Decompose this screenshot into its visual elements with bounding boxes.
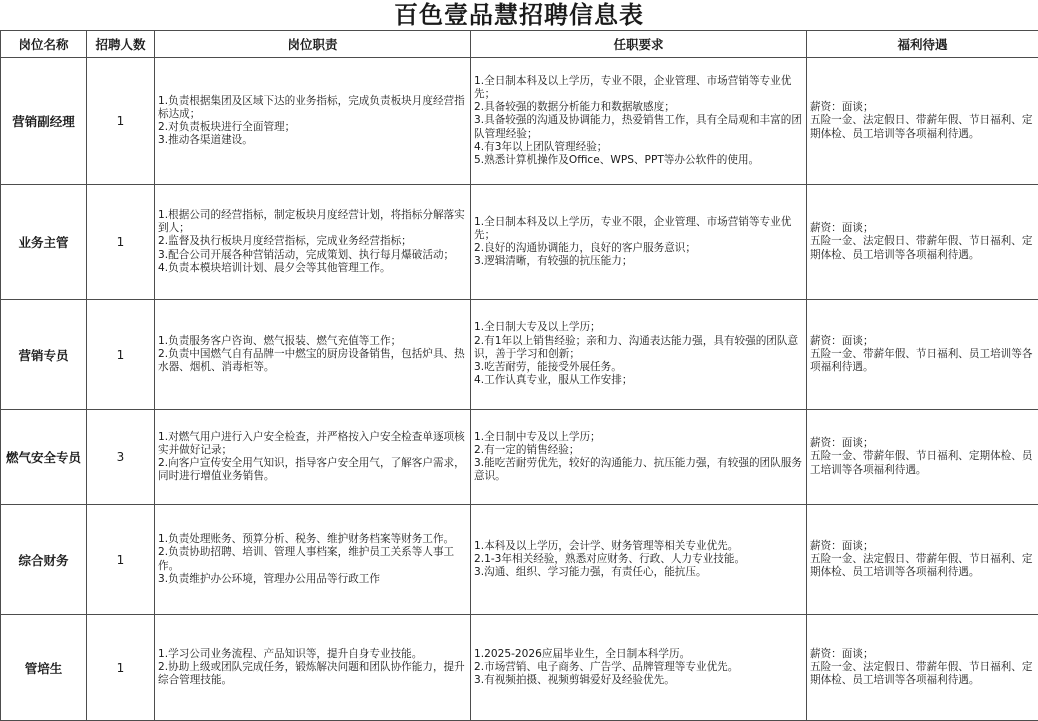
requirement-line: 3.吃苦耐劳，能接受外展任务。 [474,361,803,374]
requirements-cell [471,410,807,505]
duty-line: 2.对负责板块进行全面管理； [158,121,467,134]
benefit-line: 五险一金、带薪年假、节日福利、员工培训等各项福利待遇。 [810,348,1035,374]
requirements-cell [471,615,807,721]
benefit-line: 薪资：面谈； [810,437,1035,450]
requirements-cell [471,505,807,615]
duty-line: 1.根据公司的经营指标，制定板块月度经营计划，将指标分解落实到人； [158,209,467,235]
requirement-line: 2.1-3年相关经验，熟悉对应财务、行政、人力专业技能。 [474,553,803,566]
duty-line: 3.配合公司开展各种营销活动，完成策划、执行每月爆破活动； [158,249,467,262]
hiring-count: 1 [87,615,155,721]
benefit-line: 五险一金、法定假日、带薪年假、节日福利、定期体检、员工培训等各项福利待遇。 [810,114,1035,140]
requirement-line: 3.逻辑清晰，有较强的抗压能力； [474,255,803,268]
duty-line: 1.学习公司业务流程、产品知识等，提升自身专业技能。 [158,648,467,661]
header-row [1,31,1038,58]
benefit-line: 薪资：面谈； [810,540,1035,553]
benefits-cell [807,615,1038,721]
duty-line: 2.监督及执行板块月度经营指标，完成业务经营指标； [158,235,467,248]
requirement-line: 1.本科及以上学历，会计学、财务管理等相关专业优先。 [474,540,803,553]
table-body [1,58,1038,721]
position-name: 管培生 [1,615,87,721]
benefits-cell [807,58,1038,185]
requirement-line: 2.有1年以上销售经验；亲和力、沟通表达能力强，具有较强的团队意识，善于学习和创新； [474,335,803,361]
position-name: 营销副经理 [1,58,87,185]
position-name: 业务主管 [1,185,87,300]
position-name: 综合财务 [1,505,87,615]
requirements-cell [471,185,807,300]
table-row [1,58,1038,185]
benefits-cell [807,505,1038,615]
requirement-line: 1.全日制中专及以上学历； [474,431,803,444]
duty-line: 2.向客户宣传安全用气知识，指导客户安全用气，了解客户需求，同时进行增值业务销售。 [158,457,467,483]
duty-line: 3.推动各渠道建设。 [158,134,467,147]
hiring-count: 1 [87,58,155,185]
duties-cell [155,410,471,505]
requirement-line: 1.全日制本科及以上学历，专业不限，企业管理、市场营销等专业优先； [474,216,803,242]
requirement-line: 3.能吃苦耐劳优先，较好的沟通能力、抗压能力强，有较强的团队服务意识。 [474,457,803,483]
duties-cell [155,300,471,410]
requirements-cell [471,300,807,410]
header-duties: 岗位职责 [155,31,471,58]
benefit-line: 薪资：面谈； [810,648,1035,661]
benefit-line: 五险一金、法定假日、带薪年假、节日福利、定期体检、员工培训等各项福利待遇。 [810,235,1035,261]
benefit-line: 五险一金、法定假日、带薪年假、节日福利、定期体检、员工培训等各项福利待遇。 [810,661,1035,687]
table-row [1,185,1038,300]
duties-cell [155,615,471,721]
benefits-cell [807,300,1038,410]
table-row [1,505,1038,615]
requirement-line: 3.沟通、组织、学习能力强，有责任心，能抗压。 [474,566,803,579]
requirement-line: 1.2025-2026应届毕业生，全日制本科学历。 [474,648,803,661]
duty-line: 1.对燃气用户进行入户安全检查，并严格按入户安全检查单逐项核实并做好记录； [158,431,467,457]
duty-line: 3.负责维护办公环境，管理办公用品等行政工作 [158,573,467,586]
requirement-line: 2.市场营销、电子商务、广告学、品牌管理等专业优先。 [474,661,803,674]
requirement-line: 3.具备较强的沟通及协调能力，热爱销售工作，具有全局观和丰富的团队管理经验； [474,114,803,140]
requirements-cell [471,58,807,185]
requirement-line: 1.全日制大专及以上学历； [474,321,803,334]
requirement-line: 4.有3年以上团队管理经验； [474,141,803,154]
duty-line: 4.负责本模块培训计划、晨夕会等其他管理工作。 [158,262,467,275]
benefit-line: 薪资：面谈； [810,335,1035,348]
hiring-count: 1 [87,505,155,615]
hiring-count: 1 [87,185,155,300]
requirement-line: 5.熟悉计算机操作及Office、WPS、PPT等办公软件的使用。 [474,154,803,167]
benefit-line: 薪资：面谈； [810,101,1035,114]
requirement-line: 2.具备较强的数据分析能力和数据敏感度； [474,101,803,114]
duties-cell [155,505,471,615]
requirement-line: 3.有视频拍摄、视频剪辑爱好及经验优先。 [474,674,803,687]
position-name: 营销专员 [1,300,87,410]
header-count: 招聘人数 [87,31,155,58]
benefit-line: 五险一金、法定假日、带薪年假、节日福利、定期体检、员工培训等各项福利待遇。 [810,553,1035,579]
benefit-line: 五险一金、带薪年假、节日福利、定期体检、员工培训等各项福利待遇。 [810,450,1035,476]
duties-cell [155,185,471,300]
header-requirements: 任职要求 [471,31,807,58]
requirement-line: 2.良好的沟通协调能力，良好的客户服务意识； [474,242,803,255]
table-row [1,300,1038,410]
recruitment-table [0,30,1038,721]
duty-line: 2.负责中国燃气自有品牌一中燃宝的厨房设备销售，包括炉具、热水器、烟机、消毒柜等。 [158,348,467,374]
benefit-line: 薪资：面谈； [810,222,1035,235]
header-position: 岗位名称 [1,31,87,58]
duty-line: 2.负责协助招聘、培训、管理人事档案，维护员工关系等人事工作。 [158,546,467,572]
header-benefits: 福利待遇 [807,31,1038,58]
duty-line: 1.负责服务客户咨询、燃气报装、燃气充值等工作； [158,335,467,348]
benefits-cell [807,185,1038,300]
requirement-line: 2.有一定的销售经验； [474,444,803,457]
duty-line: 2.协助上级或团队完成任务，锻炼解决问题和团队协作能力，提升综合管理技能。 [158,661,467,687]
table-row [1,410,1038,505]
benefits-cell [807,410,1038,505]
duty-line: 1.负责处理账务、预算分析、税务、维护财务档案等财务工作。 [158,533,467,546]
position-name: 燃气安全专员 [1,410,87,505]
requirement-line: 1.全日制本科及以上学历，专业不限，企业管理、市场营销等专业优先； [474,75,803,101]
duties-cell [155,58,471,185]
table-row [1,615,1038,721]
duty-line: 1.负责根据集团及区域下达的业务指标，完成负责板块月度经营指标达成； [158,95,467,121]
hiring-count: 3 [87,410,155,505]
hiring-count: 1 [87,300,155,410]
requirement-line: 4.工作认真专业，服从工作安排； [474,374,803,387]
page-title: 百色壹品慧招聘信息表 [0,0,1038,30]
